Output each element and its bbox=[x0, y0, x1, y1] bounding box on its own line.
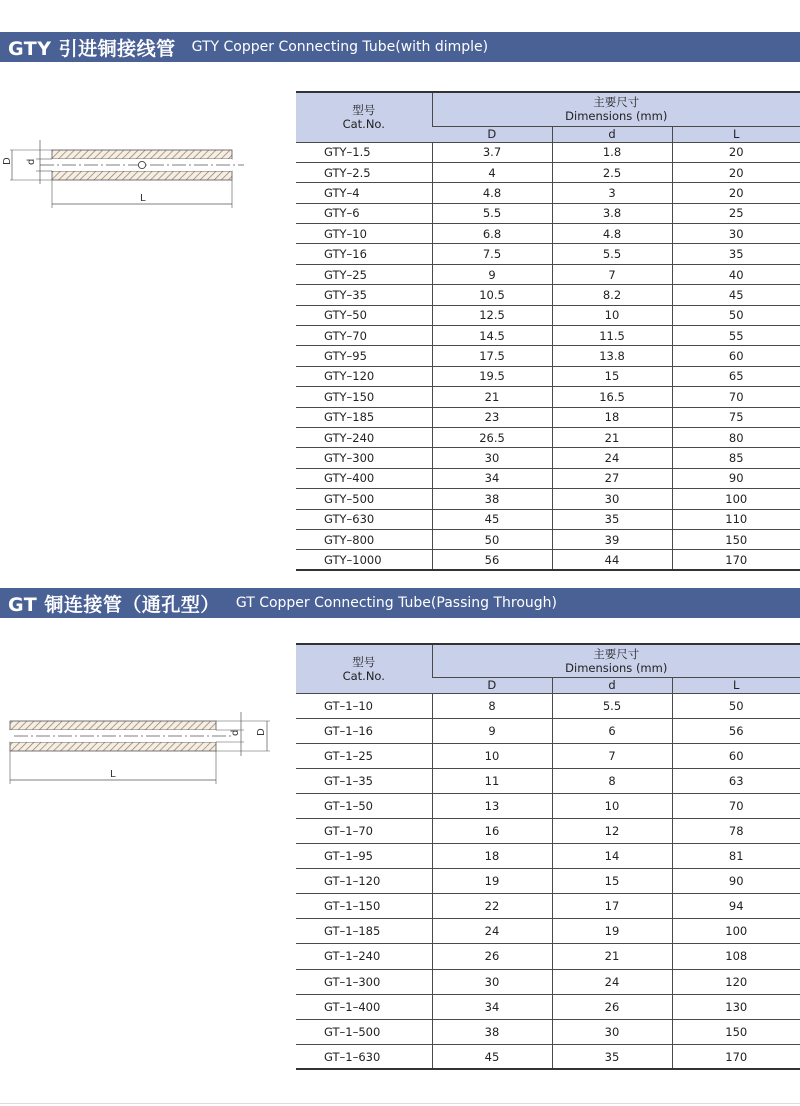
D-cell: 30 bbox=[432, 448, 552, 468]
L-cell: 20 bbox=[672, 142, 800, 162]
L-cell: 50 bbox=[672, 305, 800, 325]
gty-dim-L-label: L bbox=[140, 193, 146, 204]
model-cell: GTY–16 bbox=[296, 244, 432, 264]
table-row bbox=[296, 894, 800, 919]
model-cell: GT–1–95 bbox=[296, 844, 432, 869]
d-cell: 24 bbox=[552, 448, 672, 468]
gty-header-model-en: Cat.No. bbox=[342, 117, 385, 132]
D-cell: 56 bbox=[432, 550, 552, 570]
model-cell: GTY–4 bbox=[296, 183, 432, 203]
L-cell: 100 bbox=[672, 919, 800, 944]
d-cell: 2.5 bbox=[552, 162, 672, 182]
gty-section-banner bbox=[0, 32, 800, 62]
D-cell: 12.5 bbox=[432, 305, 552, 325]
model-cell: GTY–185 bbox=[296, 407, 432, 427]
D-cell: 23 bbox=[432, 407, 552, 427]
gt-spec-table bbox=[296, 643, 800, 1070]
gt-dim-D-label: D bbox=[256, 728, 267, 736]
L-cell: 25 bbox=[672, 203, 800, 223]
D-cell: 45 bbox=[432, 1044, 552, 1069]
model-cell: GTY–35 bbox=[296, 285, 432, 305]
L-cell: 130 bbox=[672, 994, 800, 1019]
L-cell: 40 bbox=[672, 264, 800, 284]
table-row bbox=[296, 244, 800, 264]
table-row bbox=[296, 142, 800, 162]
gt-section-banner bbox=[0, 588, 800, 618]
table-row bbox=[296, 183, 800, 203]
model-cell: GT–1–240 bbox=[296, 944, 432, 969]
D-cell: 50 bbox=[432, 529, 552, 549]
gty-tube-diagram bbox=[0, 132, 280, 212]
gty-header-model-cn: 型号 bbox=[352, 103, 376, 118]
table-row bbox=[296, 305, 800, 325]
table-row bbox=[296, 844, 800, 869]
D-cell: 3.7 bbox=[432, 142, 552, 162]
table-row bbox=[296, 768, 800, 793]
gt-dim-L-label: L bbox=[110, 769, 116, 780]
D-cell: 24 bbox=[432, 919, 552, 944]
D-cell: 10.5 bbox=[432, 285, 552, 305]
model-cell: GT–1–400 bbox=[296, 994, 432, 1019]
gty-header-col-D: D bbox=[432, 126, 552, 142]
table-row bbox=[296, 468, 800, 488]
L-cell: 70 bbox=[672, 387, 800, 407]
model-cell: GT–1–35 bbox=[296, 768, 432, 793]
d-cell: 13.8 bbox=[552, 346, 672, 366]
model-cell: GTY–95 bbox=[296, 346, 432, 366]
gty-header-col-L: L bbox=[672, 126, 800, 142]
table-row bbox=[296, 994, 800, 1019]
L-cell: 85 bbox=[672, 448, 800, 468]
L-cell: 20 bbox=[672, 162, 800, 182]
table-row bbox=[296, 509, 800, 529]
L-cell: 90 bbox=[672, 869, 800, 894]
D-cell: 17.5 bbox=[432, 346, 552, 366]
table-row bbox=[296, 529, 800, 549]
gt-title-sub: GT Copper Connecting Tube(Passing Through) bbox=[235, 595, 557, 611]
d-cell: 15 bbox=[552, 869, 672, 894]
D-cell: 38 bbox=[432, 1019, 552, 1044]
gt-header-model-en: Cat.No. bbox=[342, 668, 385, 683]
gt-header-model bbox=[296, 644, 432, 693]
model-cell: GT–1–120 bbox=[296, 869, 432, 894]
d-cell: 12 bbox=[552, 818, 672, 843]
L-cell: 70 bbox=[672, 793, 800, 818]
d-cell: 10 bbox=[552, 793, 672, 818]
D-cell: 4 bbox=[432, 162, 552, 182]
L-cell: 75 bbox=[672, 407, 800, 427]
L-cell: 55 bbox=[672, 326, 800, 346]
gt-header-dims-cn: 主要尺寸 bbox=[593, 646, 640, 661]
D-cell: 22 bbox=[432, 894, 552, 919]
table-row bbox=[296, 793, 800, 818]
gty-dimple-mark bbox=[138, 161, 145, 168]
model-cell: GTY–150 bbox=[296, 387, 432, 407]
D-cell: 19.5 bbox=[432, 366, 552, 386]
L-cell: 65 bbox=[672, 366, 800, 386]
table-row bbox=[296, 718, 800, 743]
gt-header-model-cn: 型号 bbox=[352, 654, 376, 669]
table-row bbox=[296, 550, 800, 570]
D-cell: 26.5 bbox=[432, 427, 552, 447]
gty-header-dims-en: Dimensions (mm) bbox=[565, 109, 668, 124]
d-cell: 39 bbox=[552, 529, 672, 549]
table-row bbox=[296, 346, 800, 366]
model-cell: GTY–1.5 bbox=[296, 142, 432, 162]
D-cell: 16 bbox=[432, 818, 552, 843]
D-cell: 10 bbox=[432, 743, 552, 768]
D-cell: 5.5 bbox=[432, 203, 552, 223]
table-row bbox=[296, 693, 800, 718]
model-cell: GT–1–500 bbox=[296, 1019, 432, 1044]
model-cell: GTY–2.5 bbox=[296, 162, 432, 182]
table-row bbox=[296, 1044, 800, 1069]
L-cell: 150 bbox=[672, 529, 800, 549]
table-row bbox=[296, 869, 800, 894]
d-cell: 35 bbox=[552, 509, 672, 529]
L-cell: 20 bbox=[672, 183, 800, 203]
L-cell: 170 bbox=[672, 1044, 800, 1069]
L-cell: 120 bbox=[672, 969, 800, 994]
L-cell: 56 bbox=[672, 718, 800, 743]
D-cell: 38 bbox=[432, 489, 552, 509]
model-cell: GT–1–70 bbox=[296, 818, 432, 843]
model-cell: GT–1–10 bbox=[296, 693, 432, 718]
table-row bbox=[296, 1019, 800, 1044]
table-row bbox=[296, 264, 800, 284]
model-cell: GTY–50 bbox=[296, 305, 432, 325]
table-row bbox=[296, 818, 800, 843]
d-cell: 17 bbox=[552, 894, 672, 919]
L-cell: 60 bbox=[672, 743, 800, 768]
D-cell: 6.8 bbox=[432, 224, 552, 244]
table-row bbox=[296, 489, 800, 509]
L-cell: 150 bbox=[672, 1019, 800, 1044]
table-row bbox=[296, 326, 800, 346]
D-cell: 4.8 bbox=[432, 183, 552, 203]
gty-title-main: GTY 引进铜接线管 bbox=[8, 37, 176, 60]
d-cell: 8 bbox=[552, 768, 672, 793]
D-cell: 7.5 bbox=[432, 244, 552, 264]
model-cell: GTY–1000 bbox=[296, 550, 432, 570]
table-row bbox=[296, 407, 800, 427]
d-cell: 7 bbox=[552, 264, 672, 284]
table-row bbox=[296, 162, 800, 182]
d-cell: 7 bbox=[552, 743, 672, 768]
gty-header-dimensions bbox=[432, 92, 800, 126]
L-cell: 110 bbox=[672, 509, 800, 529]
table-row bbox=[296, 944, 800, 969]
d-cell: 10 bbox=[552, 305, 672, 325]
model-cell: GT–1–150 bbox=[296, 894, 432, 919]
model-cell: GTY–70 bbox=[296, 326, 432, 346]
d-cell: 6 bbox=[552, 718, 672, 743]
table-row bbox=[296, 448, 800, 468]
d-cell: 21 bbox=[552, 427, 672, 447]
gty-tube-bottom-wall bbox=[52, 171, 232, 180]
model-cell: GT–1–25 bbox=[296, 743, 432, 768]
d-cell: 1.8 bbox=[552, 142, 672, 162]
model-cell: GTY–500 bbox=[296, 489, 432, 509]
d-cell: 30 bbox=[552, 1019, 672, 1044]
model-cell: GTY–120 bbox=[296, 366, 432, 386]
d-cell: 15 bbox=[552, 366, 672, 386]
d-cell: 5.5 bbox=[552, 693, 672, 718]
page-bottom-divider bbox=[0, 1103, 800, 1104]
table-row bbox=[296, 366, 800, 386]
gty-dim-d-label: d bbox=[26, 158, 37, 165]
D-cell: 45 bbox=[432, 509, 552, 529]
gt-dim-d-label: d bbox=[230, 729, 241, 736]
gty-header-col-d: d bbox=[552, 126, 672, 142]
d-cell: 24 bbox=[552, 969, 672, 994]
D-cell: 11 bbox=[432, 768, 552, 793]
L-cell: 50 bbox=[672, 693, 800, 718]
gt-header-col-L: L bbox=[672, 677, 800, 693]
gty-header-dims-cn: 主要尺寸 bbox=[593, 95, 640, 110]
d-cell: 14 bbox=[552, 844, 672, 869]
D-cell: 34 bbox=[432, 994, 552, 1019]
model-cell: GT–1–50 bbox=[296, 793, 432, 818]
d-cell: 19 bbox=[552, 919, 672, 944]
model-cell: GTY–630 bbox=[296, 509, 432, 529]
d-cell: 16.5 bbox=[552, 387, 672, 407]
gt-tube-bottom-wall bbox=[10, 742, 216, 751]
gt-header-dims-en: Dimensions (mm) bbox=[565, 660, 668, 675]
D-cell: 30 bbox=[432, 969, 552, 994]
D-cell: 34 bbox=[432, 468, 552, 488]
model-cell: GT–1–630 bbox=[296, 1044, 432, 1069]
d-cell: 5.5 bbox=[552, 244, 672, 264]
L-cell: 63 bbox=[672, 768, 800, 793]
L-cell: 78 bbox=[672, 818, 800, 843]
D-cell: 18 bbox=[432, 844, 552, 869]
d-cell: 21 bbox=[552, 944, 672, 969]
gt-header-dimensions bbox=[432, 644, 800, 677]
table-row bbox=[296, 969, 800, 994]
D-cell: 8 bbox=[432, 693, 552, 718]
L-cell: 60 bbox=[672, 346, 800, 366]
gty-dim-D-label: D bbox=[2, 157, 13, 165]
model-cell: GT–1–185 bbox=[296, 919, 432, 944]
table-row bbox=[296, 224, 800, 244]
model-cell: GTY–25 bbox=[296, 264, 432, 284]
L-cell: 100 bbox=[672, 489, 800, 509]
D-cell: 26 bbox=[432, 944, 552, 969]
model-cell: GTY–300 bbox=[296, 448, 432, 468]
table-row bbox=[296, 743, 800, 768]
L-cell: 81 bbox=[672, 844, 800, 869]
d-cell: 26 bbox=[552, 994, 672, 1019]
gty-spec-table bbox=[296, 91, 800, 571]
d-cell: 44 bbox=[552, 550, 672, 570]
table-row bbox=[296, 919, 800, 944]
D-cell: 9 bbox=[432, 264, 552, 284]
L-cell: 90 bbox=[672, 468, 800, 488]
L-cell: 94 bbox=[672, 894, 800, 919]
L-cell: 45 bbox=[672, 285, 800, 305]
d-cell: 3.8 bbox=[552, 203, 672, 223]
L-cell: 170 bbox=[672, 550, 800, 570]
table-row bbox=[296, 203, 800, 223]
model-cell: GT–1–300 bbox=[296, 969, 432, 994]
d-cell: 27 bbox=[552, 468, 672, 488]
d-cell: 8.2 bbox=[552, 285, 672, 305]
model-cell: GTY–240 bbox=[296, 427, 432, 447]
L-cell: 35 bbox=[672, 244, 800, 264]
d-cell: 3 bbox=[552, 183, 672, 203]
d-cell: 30 bbox=[552, 489, 672, 509]
D-cell: 21 bbox=[432, 387, 552, 407]
table-row bbox=[296, 387, 800, 407]
D-cell: 9 bbox=[432, 718, 552, 743]
table-row bbox=[296, 427, 800, 447]
L-cell: 80 bbox=[672, 427, 800, 447]
gty-header-model bbox=[296, 92, 432, 142]
gt-header-col-d: d bbox=[552, 677, 672, 693]
D-cell: 19 bbox=[432, 869, 552, 894]
gt-tube-diagram bbox=[0, 712, 280, 792]
model-cell: GTY–800 bbox=[296, 529, 432, 549]
D-cell: 14.5 bbox=[432, 326, 552, 346]
d-cell: 35 bbox=[552, 1044, 672, 1069]
gt-title-main: GT 铜连接管（通孔型） bbox=[8, 593, 220, 616]
D-cell: 13 bbox=[432, 793, 552, 818]
d-cell: 4.8 bbox=[552, 224, 672, 244]
d-cell: 18 bbox=[552, 407, 672, 427]
model-cell: GT–1–16 bbox=[296, 718, 432, 743]
model-cell: GTY–6 bbox=[296, 203, 432, 223]
gty-title-sub: GTY Copper Connecting Tube(with dimple) bbox=[191, 39, 489, 55]
model-cell: GTY–10 bbox=[296, 224, 432, 244]
table-row bbox=[296, 285, 800, 305]
gt-tube-top-wall bbox=[10, 721, 216, 730]
d-cell: 11.5 bbox=[552, 326, 672, 346]
model-cell: GTY–400 bbox=[296, 468, 432, 488]
L-cell: 108 bbox=[672, 944, 800, 969]
L-cell: 30 bbox=[672, 224, 800, 244]
gt-header-col-D: D bbox=[432, 677, 552, 693]
gty-tube-top-wall bbox=[52, 150, 232, 159]
